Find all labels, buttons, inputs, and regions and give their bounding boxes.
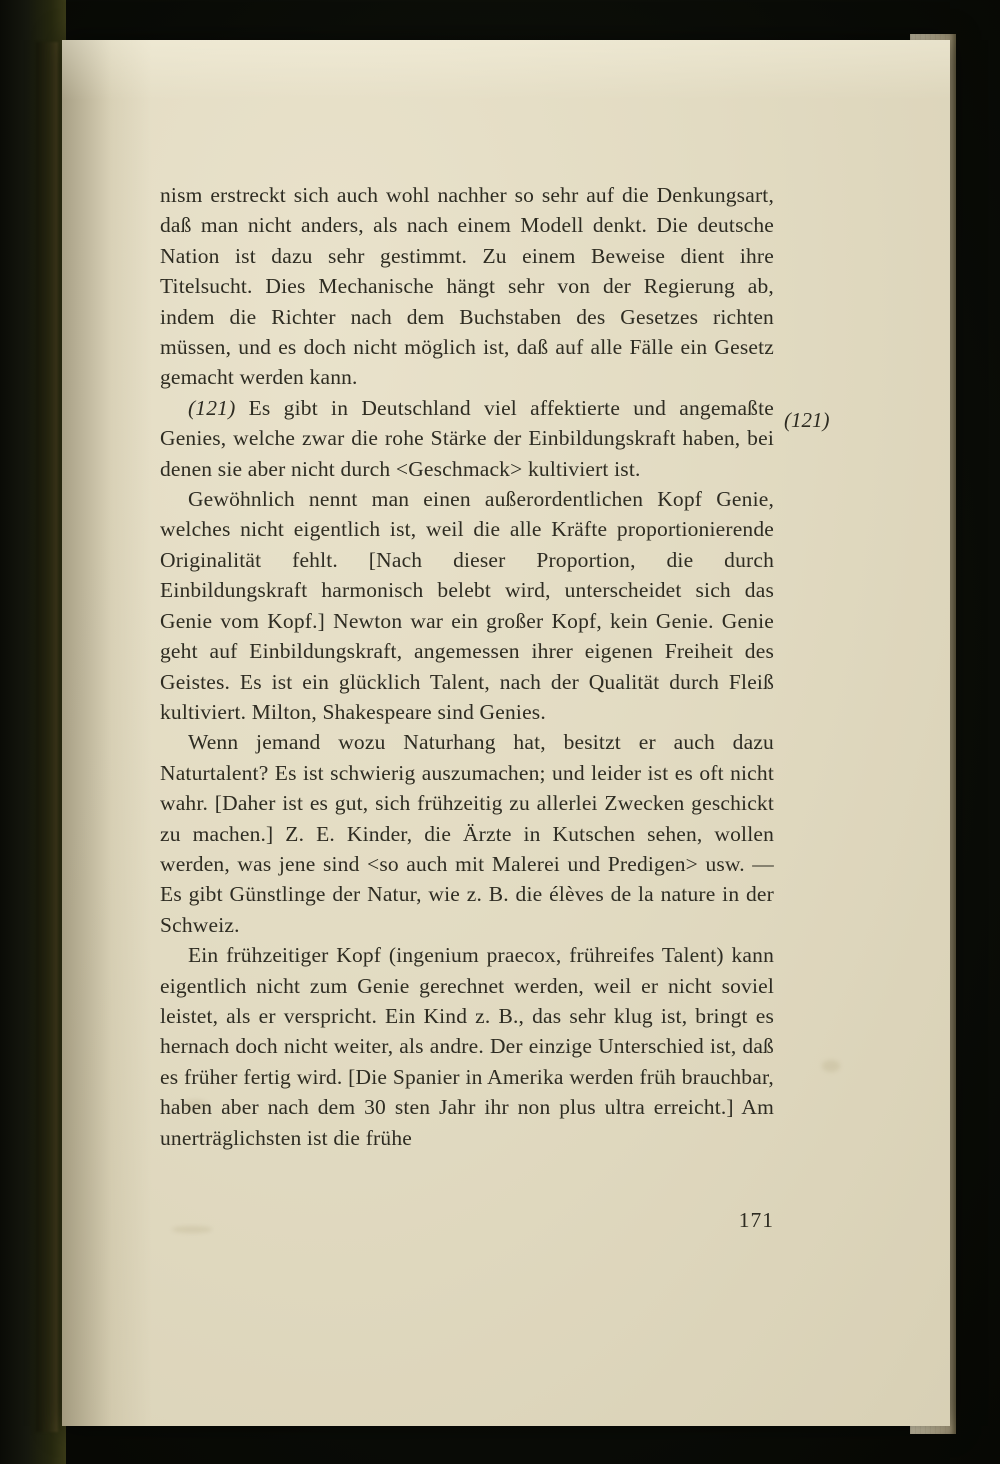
book-gutter: [0, 0, 66, 1464]
paragraph-genie: Gewöhnlich nennt man einen außerordentlichen Kopf Genie, welches nicht eigentlich ist, weil die alle Kräfte proportionierende Originalität fehlt. [Nach dieser Proportion, die durch Einbildungskraft harmonisch belebt wird, unterscheidet sich das Genie vom Kopf.] Newton war ein großer Kopf, kein Genie. Genie geht auf Einbildungskraft, angemessen ihrer eigenen Freiheit des Geistes. Es ist ein glücklich Talent, nach der Qualität durch Fleiß kultiviert. Milton, Shakespeare sind Genies.: [160, 487, 774, 724]
paragraph-naturhang: Wenn jemand wozu Naturhang hat, besitzt er auch dazu Naturtalent? Es ist schwierig auszumachen; und leider ist es oft nicht wahr. [Daher ist es gut, sich frühzeitig zu allerlei Zwecken geschickt zu machen.] Z. E. Kinder, die Ärzte in Kutschen sehen, wollen werden, was jene sind <so auch mit Malerei und Predigen> usw. — Es gibt Günstlinge der Natur, wie z. B. die élèves de la nature in der Schweiz.: [160, 730, 774, 937]
paragraph-fruehzeitiger-kopf: Ein frühzeitiger Kopf (ingenium praecox, frühreifes Talent) kann eigentlich nicht zum Genie gerechnet werden, weil er nicht soviel leistet, als er verspricht. Ein Kind z. B., das sehr klug ist, bringt es hernach doch nicht weiter, als andre. Der einzige Unterschied ist, daß es früher fertig wird. [Die Spanier in Amerika werden früh brauchbar, haben aber nach dem 30 sten Jahr ihr non plus ultra erreicht.] Am unerträglichsten ist die frühe: [160, 943, 774, 1150]
paragraph-section-121: [160, 393, 774, 484]
paragraph-catchword: nism erstreckt sich auch wohl nachher so sehr auf die Denkungsart, daß man nicht anders, als nach einem Modell denkt. Die deutsche Nation ist dazu sehr gestimmt. Zu einem Beweise dient ihre Titelsucht. Dies Mechanische hängt sehr von der Regierung ab, indem die Richter nach dem Buchstaben des Gesetzes richten müssen, und es doch nicht möglich ist, daß auf alle Fälle ein Gesetz gemacht werden kann.: [160, 183, 774, 390]
book-page: [62, 40, 950, 1426]
page-number: 171: [738, 1208, 774, 1232]
paper-blemish: [822, 1060, 840, 1072]
binding-strip: [36, 42, 58, 1432]
page-text-block: [160, 180, 774, 1153]
paragraph-section-121-text: Es gibt in Deutschland viel affektierte und angemaßte Genies, welche zwar die rohe Stärke der Einbildungskraft haben, bei denen sie aber nicht durch <Geschmack> kultiviert ist.: [160, 395, 774, 481]
section-number-inline: (121): [187, 395, 236, 420]
margin-section-number: (121): [784, 408, 830, 432]
